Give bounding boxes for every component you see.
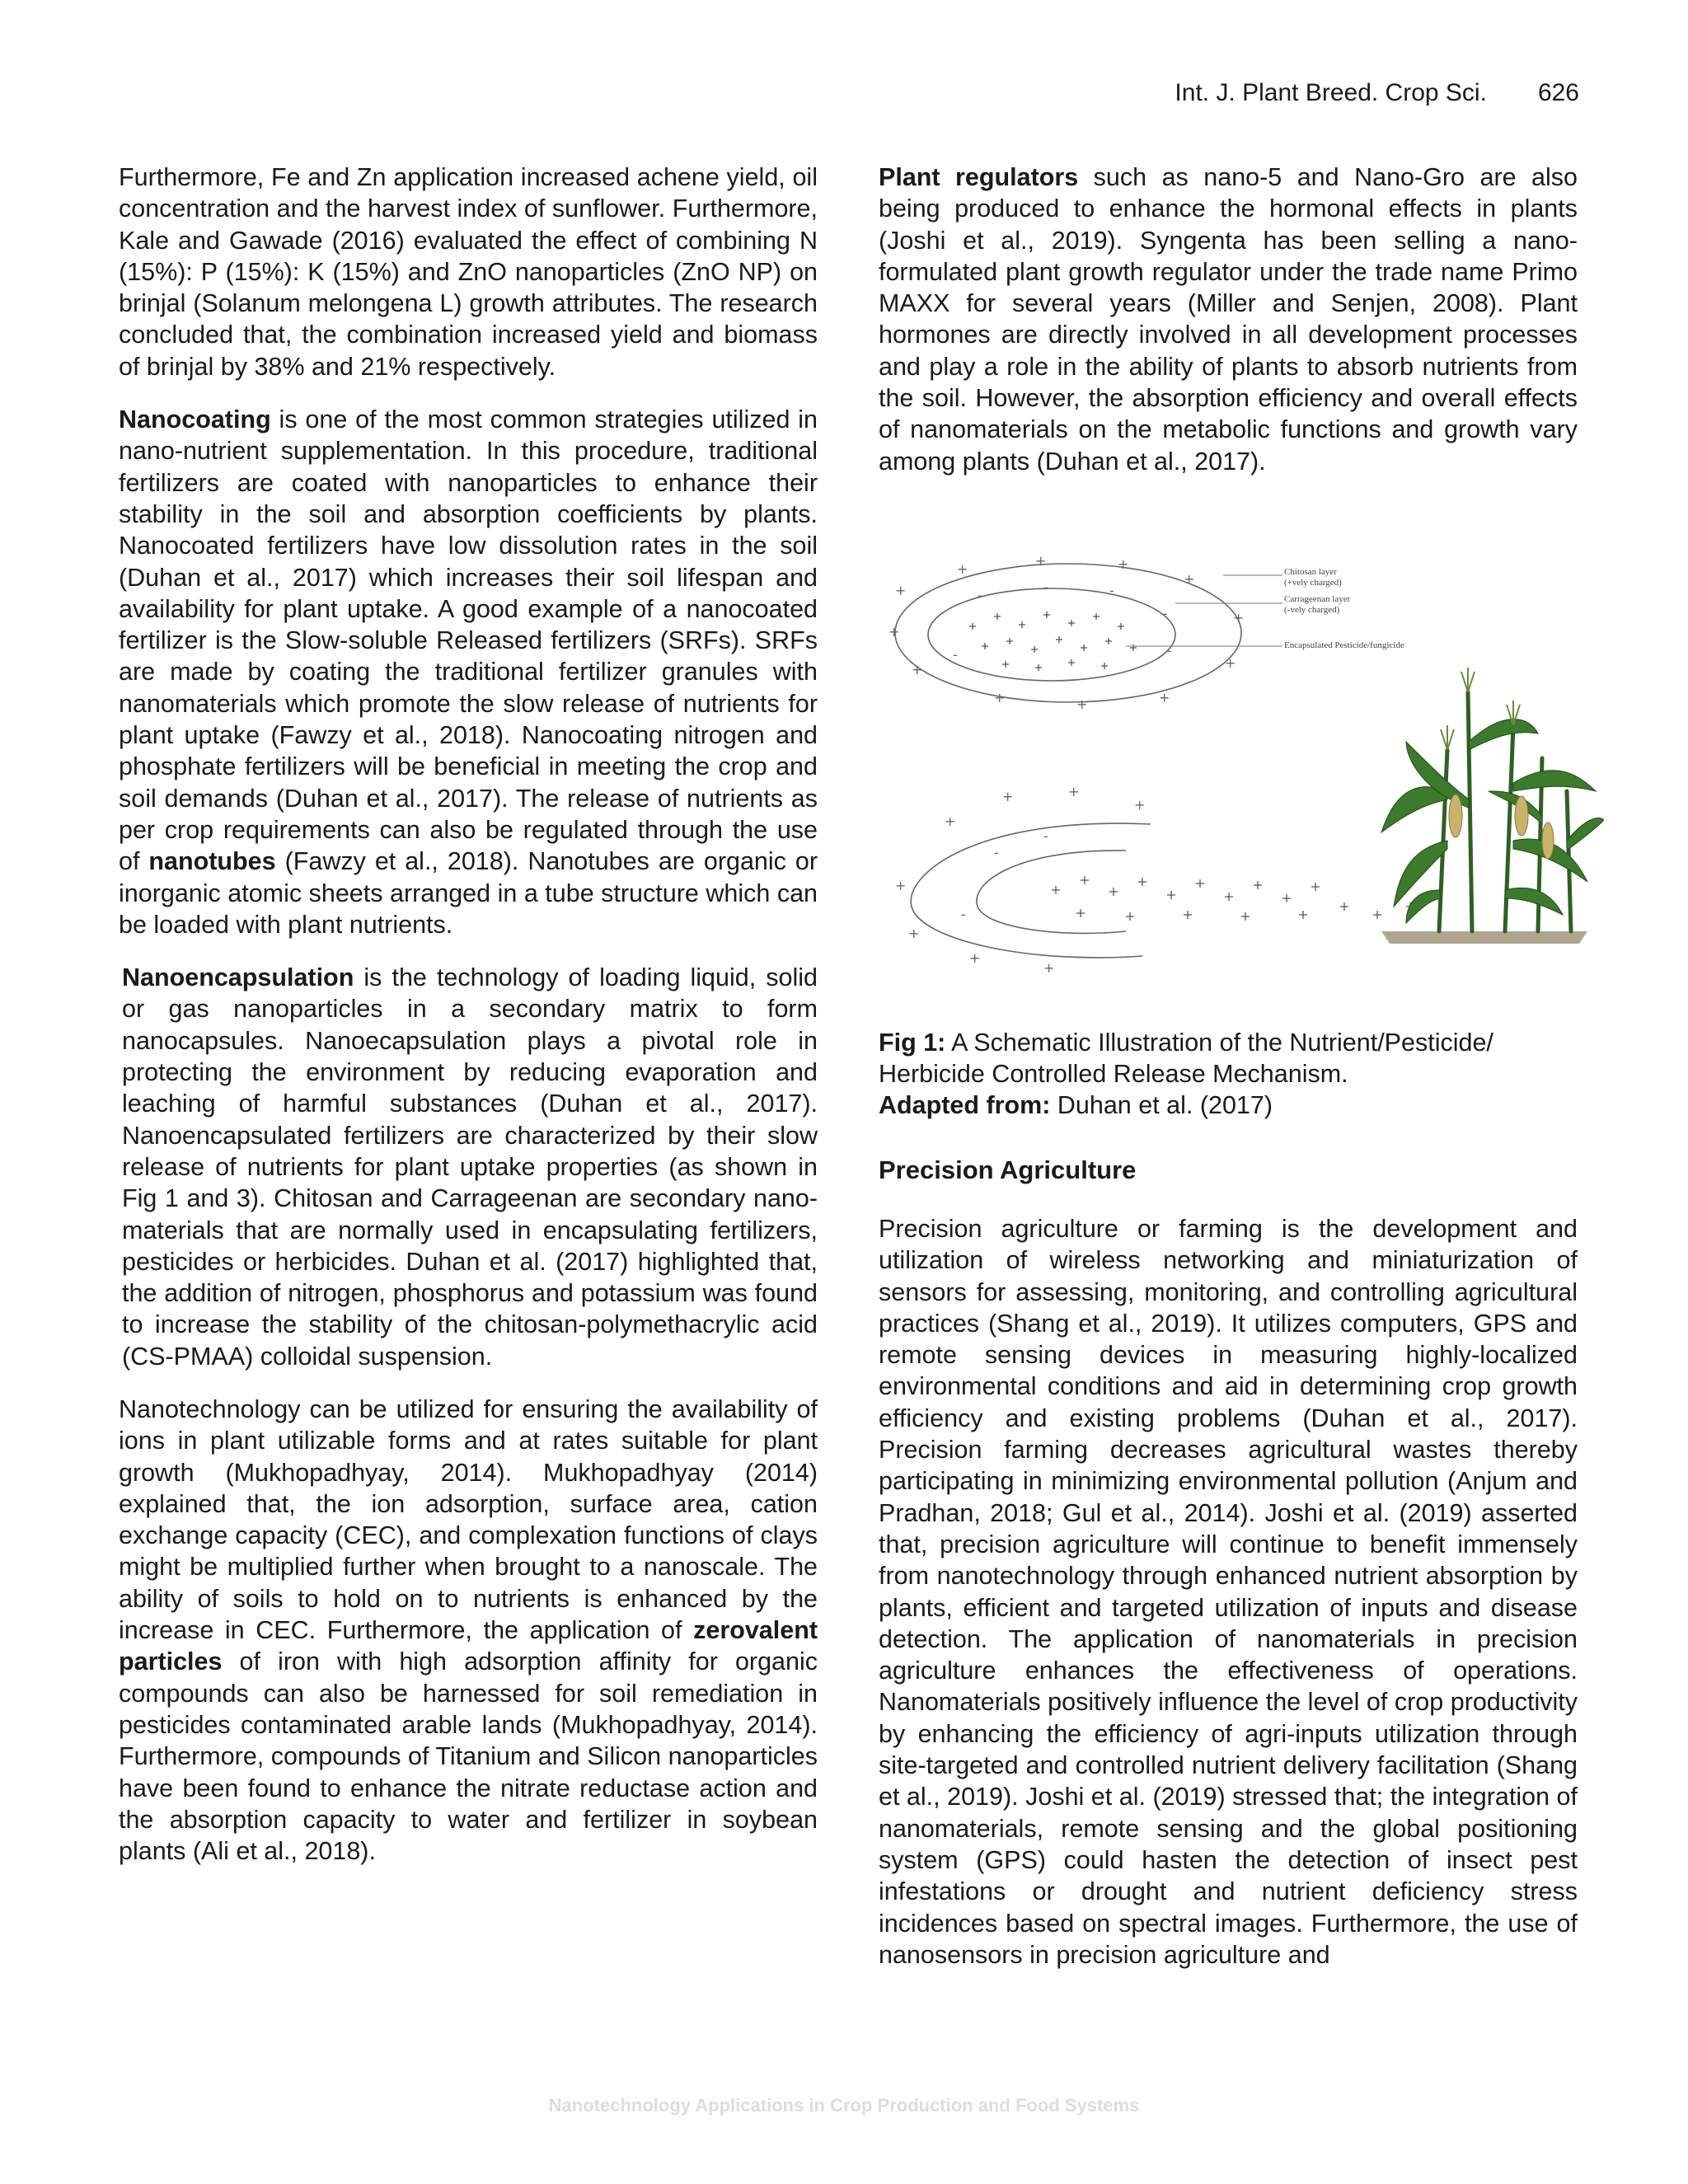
svg-text:+: + — [1159, 690, 1170, 705]
paragraph-precision-agriculture: Precision agriculture or farming is the development and utilization of wireless networking and miniaturization of sensors for assessing, monitoring, and controlling agricultural practices (Shang et al., 2019). It utilizes computers, GPS and remote sensing devices in measuring highly-localized environmental conditions and aid in determining crop growth efficiency and existing problems (Duhan et al., 2017). Precision farming decreases agricultural wastes thereby participating in minimizing environmental pollution (Anjum and Pradhan, 2018; Gul et al., 2014). Joshi et al. (2019) asserted that, precision agriculture will continue to benefit immensely from nanotechnology through enhanced nutrient absorption by plants, efficient and targeted utilization of inputs and disease detection. The application of nanomaterials in precision agriculture enhances the effectiveness of operations. Nanomaterials positively influence the level of crop productivity by enhancing the efficiency of agri-inputs utilization through site-targeted and controlled nutrient delivery facilitation (Shang et al., 2019). Joshi et al. (2019) stressed that; the integration of nanomaterials, remote sensing and the global positioning system (GPS) could hasten the detection of insect pest infestations or drought and nutrient deficiency stress incidences based on spectral images. Furthermore, the use of nanosensors in precision agriculture and — [879, 1215, 1578, 1969]
figure-controlled-release — [879, 544, 1604, 1010]
label-carrageenan-charge: (-vely charged) — [1284, 605, 1340, 615]
caption-line — [879, 1027, 1578, 1090]
right-column-top — [879, 162, 1578, 499]
maize-plant-illustration — [1381, 668, 1604, 944]
svg-text:-: - — [1163, 606, 1168, 621]
ion-text-b: of iron with high adsorption affinity for organic compounds can also be harnessed for soil remediation in pesticides contaminated arable lands (Mukhopadhyay, 2014). Furthermore, compounds of Titanium and Silicon nanoparticles have been found to enhance the nitrate reductase action and the absorption capacity to water and fertilizer in soybean plants (Ali et al., 2018). — [119, 1647, 818, 1866]
caption-text: A Schematic Illustration of the Nutrient/Pesticide/ Herbicide Controlled Release Mechanism. — [879, 1029, 1493, 1088]
svg-text:+: + — [957, 561, 968, 577]
label-carrageenan: Carrageenan layer — [1284, 594, 1351, 604]
svg-text:+: + — [1043, 960, 1055, 976]
release-diagram — [895, 784, 1414, 976]
term-nanocoating: Nanocoating — [119, 405, 271, 434]
svg-text:-: - — [994, 845, 999, 860]
label-chitosan-charge: (+vely charged) — [1284, 578, 1342, 588]
svg-text:+: + — [895, 878, 907, 893]
svg-text:+: + — [1184, 571, 1195, 587]
paragraph-plant-regulators — [879, 162, 1578, 477]
left-column — [119, 162, 818, 1888]
label-chitosan: Chitosan layer — [1284, 567, 1337, 577]
released-nanoparticles — [1052, 876, 1414, 921]
svg-text:-: - — [978, 588, 982, 603]
adapted-label: Adapted from: — [879, 1091, 1051, 1119]
svg-text:+: + — [912, 662, 923, 677]
svg-text:+: + — [1134, 797, 1146, 813]
term-plant-regulators: Plant regulators — [879, 163, 1079, 191]
svg-text:+: + — [994, 690, 1006, 705]
svg-text:+: + — [1118, 556, 1129, 572]
nanoencapsulation-text: is the technology of loading liquid, solid or gas nanoparticles in a secondary matrix to form nanocapsules. Nanoecapsulation plays a pivotal role in protecting the environment by reducing evaporation and leaching of harmful substances (Duhan et al., 2017). Nanoencapsulated fertilizers are characterized by their slow release of nutrients for plant uptake properties (as shown in Fig 1 and 3). Chitosan and Carrageenan are secondary nano-materials that are normally used in encapsulating fertilizers, pesticides or herbicides. Duhan et al. (2017) highlighted that, the addition of nitrogen, phosphorus and potassium was found to increase the stability of the chitosan-polymethacrylic acid (CS-PMAA) colloidal suspension. — [122, 963, 818, 1371]
adapted-line — [879, 1090, 1578, 1121]
term-nanotubes: nanotubes — [148, 847, 276, 876]
paragraph-nanoencapsulation — [119, 962, 818, 1372]
svg-text:-: - — [953, 647, 958, 663]
page-number: 626 — [1537, 79, 1579, 106]
svg-text:+: + — [945, 813, 956, 829]
term-zerovalent: zerovalent particles — [119, 1616, 818, 1676]
svg-text:+: + — [1002, 789, 1014, 804]
capsule-diagram — [889, 553, 1404, 712]
caption-label: Fig 1: — [879, 1029, 946, 1057]
svg-text:+: + — [895, 583, 907, 598]
nanocoating-text-a: is one of the most common strategies utilized in nano-nutrient supplementation. In this procedure, traditional fertilizers are coated with nanoparticles to enhance their stability in the soil and absorption coefficients by plants. Nanocoated fertilizers have low dissolution rates in the soil (Duhan et al., 2017) which increases their soil lifespan and availability for plant uptake. A good example of a nanocoated fertilizer is the Slow-soluble Released fertilizers (SRFs). SRFs are made by coating the traditional fertilizer granules with nanomaterials which promote the slow release of nutrients for plant uptake (Fawzy et al., 2018). Nanocoating nitrogen and phosphate fertilizers will be beneficial in meeting the crop and soil demands (Duhan et al., 2017). The release of nutrients as per crop requirements can also be regulated through the use of — [119, 405, 818, 876]
paragraph-ion-availability — [119, 1394, 818, 1867]
nanocoating-text-b: (Fawzy et al., 2018). Nanotubes are organic or inorganic atomic sheets arranged in a tube structure which can be loaded with plant nutrients. — [119, 847, 818, 939]
adapted-text: Duhan et al. (2017) — [1050, 1091, 1273, 1119]
section-heading-precision-agriculture: Precision Agriculture — [879, 1155, 1137, 1184]
term-nanoencapsulation: Nanoencapsulation — [122, 963, 354, 992]
paragraph-nanocoating — [119, 404, 818, 940]
paragraph-fe-zn: Furthermore, Fe and Zn application increased achene yield, oil concentration and the harvest index of sunflower. Furthermore, Kale and Gawade (2016) evaluated the effect of combining N (15%): P (15%): K (15%) and ZnO nanoparticles (ZnO NP) on brinjal (Solanum melongena L) growth attributes. The research concluded that, the combination increased yield and biomass of brinjal by 38% and 21% respectively. — [119, 163, 818, 381]
svg-text:+: + — [889, 624, 900, 640]
plant-regulators-text: such as nano-5 and Nano-Gro are also being produced to enhance the hormonal effects in plants (Joshi et al., 2019). Syngenta has been selling a nano-formulated plant growth regulator under the trade name Primo MAXX for several years (Miller and Senjen, 2008). Plant hormones are directly involved in all development processes and play a role in the ability of plants to absorb nutrients from the soil. However, the absorption efficiency and overall effects of nanomaterials on the metabolic functions and growth vary among plants (Duhan et al., 2017). — [879, 163, 1578, 476]
svg-text:-: - — [961, 907, 966, 922]
running-header — [1175, 79, 1579, 107]
svg-text:-: - — [1043, 828, 1048, 844]
svg-text:-: - — [1043, 579, 1048, 595]
svg-text:+: + — [908, 926, 920, 941]
svg-text:+: + — [1068, 784, 1080, 799]
svg-text:-: - — [1167, 643, 1172, 658]
figure-caption — [879, 1027, 1578, 1121]
svg-text:+: + — [1035, 553, 1047, 569]
svg-text:+: + — [969, 950, 981, 966]
label-encapsulated: Encapsulated Pesticide/fungicide — [1284, 640, 1404, 650]
svg-text:-: - — [1109, 583, 1114, 598]
svg-text:+: + — [1225, 655, 1236, 671]
running-footer: Nanotechnology Applications in Crop Production and Food Systems — [548, 2095, 1140, 2116]
journal-name: Int. J. Plant Breed. Crop Sci. — [1175, 79, 1487, 106]
svg-text:+: + — [1233, 610, 1245, 626]
ion-text-a: Nanotechnology can be utilized for ensuring the availability of ions in plant utilizable forms and at rates suitable for plant growth (Mukhopadhyay, 2014). Mukhopadhyay (2014) explained that, the ion adsorption, surface area, cation exchange capacity (CEC), and complexation functions of clays might be multiplied further when brought to a nanoscale. The ability of soils to hold on to nutrients is enhanced by the increase in CEC. Furthermore, the application of — [119, 1394, 818, 1645]
nanoparticle-cluster — [969, 612, 1137, 671]
svg-text:+: + — [1076, 696, 1088, 712]
